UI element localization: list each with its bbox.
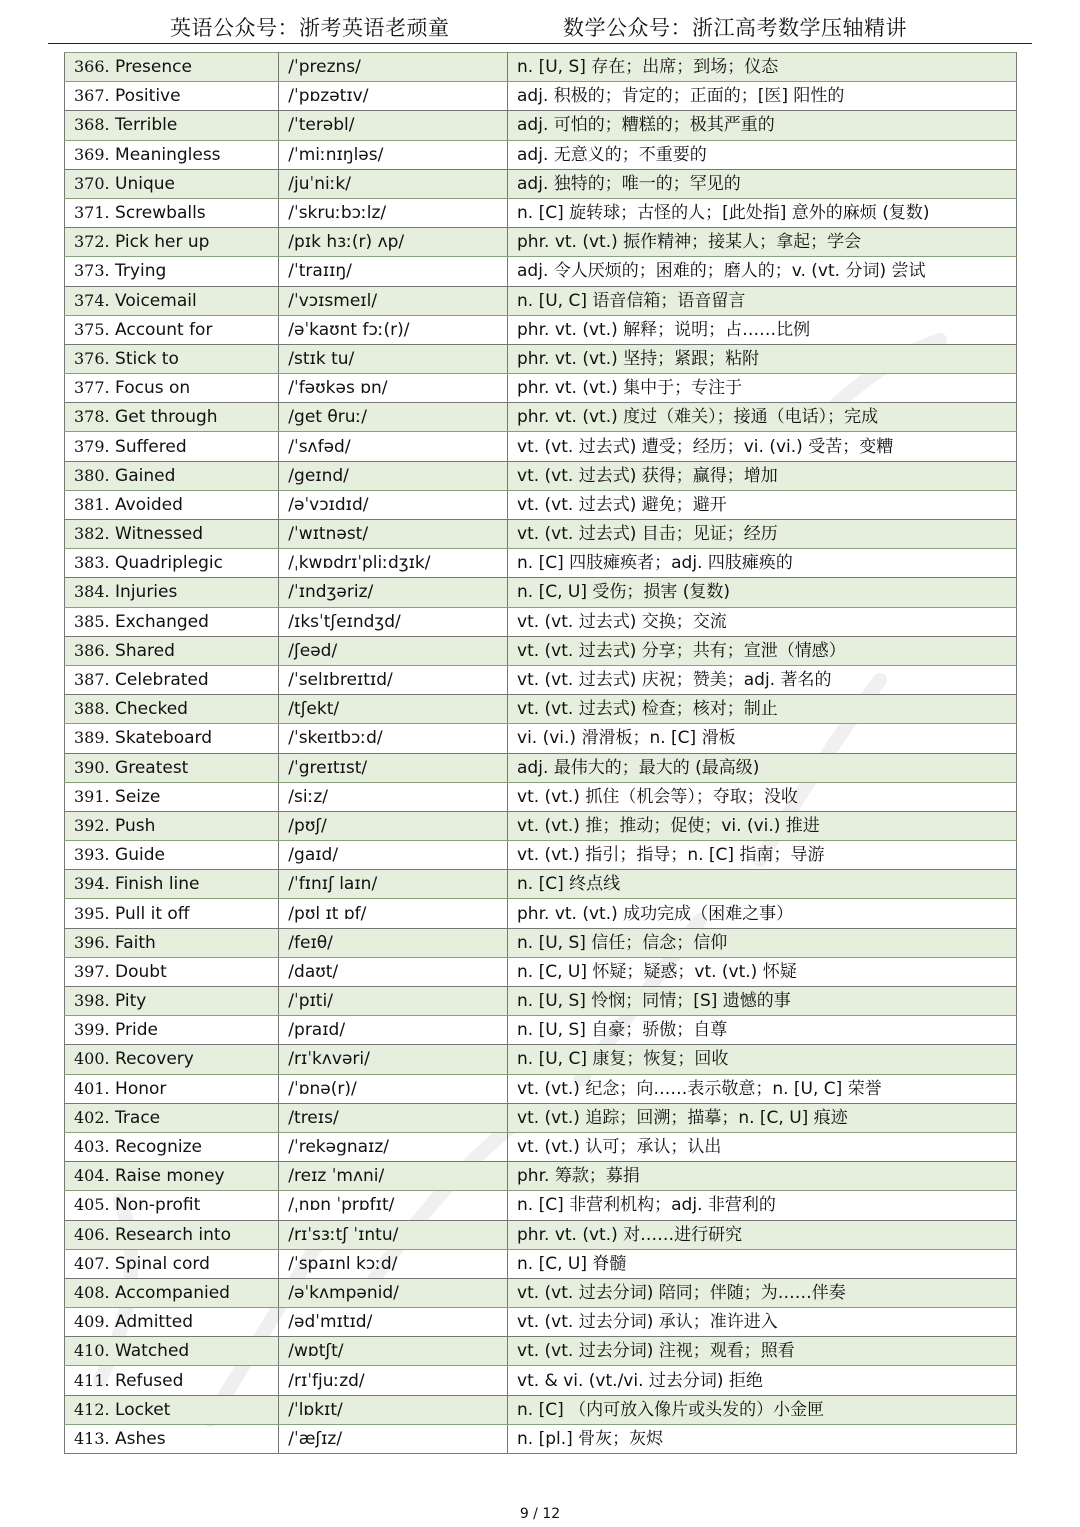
entry-number: 413. — [74, 1428, 110, 1448]
definition-cell: n. [C] 非营利机构；adj. 非营利的 — [508, 1191, 1017, 1220]
definition-cell: vt. (vt. 过去式) 获得；赢得；增加 — [508, 461, 1017, 490]
entry-word: Recovery — [115, 1049, 194, 1070]
definition-cell: vt. (vt. 过去式) 检查；核对；制止 — [508, 695, 1017, 724]
table-row — [65, 782, 1017, 811]
entry-number: 388. — [74, 699, 110, 719]
phonetic-cell: /pʊl ɪt ɒf/ — [279, 899, 508, 928]
word-cell — [65, 198, 279, 227]
definition-cell: vt. (vt. 过去分词) 陪同；伴随；为……伴奏 — [508, 1278, 1017, 1307]
entry-number: 404. — [74, 1166, 110, 1186]
entry-number: 391. — [74, 786, 110, 806]
definition-cell: n. [U, S] 自豪；骄傲；自尊 — [508, 1016, 1017, 1045]
table-row — [65, 111, 1017, 140]
entry-number: 381. — [74, 494, 110, 514]
definition-cell: phr. vt. (vt.) 振作精神；接某人；拿起；学会 — [508, 228, 1017, 257]
page-header — [0, 0, 1080, 44]
phonetic-cell: /ˈvɔɪsmeɪl/ — [279, 286, 508, 315]
table-row — [65, 1220, 1017, 1249]
entry-number: 378. — [74, 407, 110, 427]
table-row — [65, 1249, 1017, 1278]
word-cell — [65, 724, 279, 753]
table-row — [65, 1103, 1017, 1132]
word-cell — [65, 432, 279, 461]
table-row — [65, 1045, 1017, 1074]
phonetic-cell: /ʃeəd/ — [279, 636, 508, 665]
entry-number: 401. — [74, 1078, 110, 1098]
phonetic-cell: /reɪz ˈmʌni/ — [279, 1162, 508, 1191]
word-cell — [65, 1074, 279, 1103]
definition-cell: vt. (vt. 过去式) 避免；避开 — [508, 490, 1017, 519]
phonetic-cell: /ɪksˈtʃeɪndʒd/ — [279, 607, 508, 636]
table-row — [65, 695, 1017, 724]
table-row — [65, 257, 1017, 286]
definition-cell: vt. (vt. 过去式) 交换；交流 — [508, 607, 1017, 636]
table-row — [65, 228, 1017, 257]
definition-cell: phr. 筹款；募捐 — [508, 1162, 1017, 1191]
word-cell — [65, 578, 279, 607]
entry-word: Accompanied — [115, 1282, 230, 1303]
word-cell — [65, 987, 279, 1016]
definition-cell: n. [C, U] 受伤；损害 (复数) — [508, 578, 1017, 607]
entry-number: 396. — [74, 932, 110, 952]
entry-number: 389. — [74, 728, 110, 748]
phonetic-cell: /feɪθ/ — [279, 928, 508, 957]
entry-word: Terrible — [115, 115, 178, 136]
phonetic-cell: /ˈlɒkɪt/ — [279, 1395, 508, 1424]
table-row — [65, 1424, 1017, 1453]
definition-cell: adj. 令人厌烦的；困难的；磨人的；v. (vt. 分词) 尝试 — [508, 257, 1017, 286]
entry-number: 374. — [74, 290, 110, 310]
word-cell — [65, 695, 279, 724]
definition-cell: phr. vt. (vt.) 对……进行研究 — [508, 1220, 1017, 1249]
table-row — [65, 636, 1017, 665]
phonetic-cell: /ˈprezns/ — [279, 53, 508, 82]
phonetic-cell: /rɪˈsɜːtʃ ˈɪntu/ — [279, 1220, 508, 1249]
definition-cell: phr. vt. (vt.) 解释；说明；占……比例 — [508, 315, 1017, 344]
entry-number: 385. — [74, 611, 110, 631]
entry-number: 379. — [74, 436, 110, 456]
entry-number: 371. — [74, 203, 110, 223]
table-row — [65, 315, 1017, 344]
table-row — [65, 1395, 1017, 1424]
phonetic-cell: /ˈtraɪɪŋ/ — [279, 257, 508, 286]
table-row — [65, 1191, 1017, 1220]
entry-word: Trace — [115, 1107, 161, 1128]
word-cell — [65, 374, 279, 403]
definition-cell: vt. (vt. 过去式) 遭受；经历；vi. (vi.) 受苦；变糟 — [508, 432, 1017, 461]
entry-word: Greatest — [115, 757, 189, 778]
word-cell — [65, 344, 279, 373]
entry-word: Exchanged — [115, 611, 209, 632]
entry-number: 366. — [74, 57, 110, 77]
phonetic-cell: /siːz/ — [279, 782, 508, 811]
word-cell — [65, 607, 279, 636]
definition-cell: n. [C] 四肢瘫痪者；adj. 四肢瘫痪的 — [508, 549, 1017, 578]
table-row — [65, 169, 1017, 198]
phonetic-cell: /ˈmiːnɪŋləs/ — [279, 140, 508, 169]
phonetic-cell: /ˈfəʊkəs ɒn/ — [279, 374, 508, 403]
entry-word: Raise money — [115, 1166, 225, 1187]
phonetic-cell: /ˈrekəgnaɪz/ — [279, 1132, 508, 1161]
word-cell — [65, 169, 279, 198]
table-row — [65, 198, 1017, 227]
entry-number: 367. — [74, 86, 110, 106]
phonetic-cell: /ˈpɒzətɪv/ — [279, 82, 508, 111]
entry-number: 412. — [74, 1399, 110, 1419]
phonetic-cell: /ˈæʃɪz/ — [279, 1424, 508, 1453]
entry-number: 377. — [74, 378, 110, 398]
phonetic-cell: /ədˈmɪtɪd/ — [279, 1308, 508, 1337]
phonetic-cell: /ˈpɪti/ — [279, 987, 508, 1016]
entry-number: 409. — [74, 1312, 110, 1332]
definition-cell: n. [C] （内可放入像片或头发的）小金匣 — [508, 1395, 1017, 1424]
entry-word: Refused — [115, 1370, 184, 1391]
word-cell — [65, 490, 279, 519]
word-cell — [65, 928, 279, 957]
entry-word: Celebrated — [115, 670, 209, 691]
entry-number: 400. — [74, 1049, 110, 1069]
word-cell — [65, 1132, 279, 1161]
entry-number: 403. — [74, 1137, 110, 1157]
table-row — [65, 987, 1017, 1016]
table-row — [65, 1308, 1017, 1337]
entry-number: 383. — [74, 553, 110, 573]
definition-cell: vt. (vt. 过去式) 目击；见证；经历 — [508, 520, 1017, 549]
entry-word: Account for — [115, 319, 213, 340]
definition-cell: vt. (vt.) 指引；指导；n. [C] 指南；导游 — [508, 841, 1017, 870]
entry-word: Admitted — [115, 1312, 194, 1333]
word-cell — [65, 1278, 279, 1307]
definition-cell: vt. (vt.) 认可；承认；认出 — [508, 1132, 1017, 1161]
word-cell — [65, 1103, 279, 1132]
definition-cell: n. [U, S] 信任；信念；信仰 — [508, 928, 1017, 957]
table-row — [65, 724, 1017, 753]
table-row — [65, 520, 1017, 549]
entry-word: Witnessed — [115, 524, 204, 545]
table-row — [65, 53, 1017, 82]
phonetic-cell: /treɪs/ — [279, 1103, 508, 1132]
phonetic-cell: /əˈkʌmpənid/ — [279, 1278, 508, 1307]
entry-word: Checked — [115, 699, 188, 720]
entry-word: Watched — [115, 1341, 190, 1362]
phonetic-cell: /tʃekt/ — [279, 695, 508, 724]
table-row — [65, 1132, 1017, 1161]
table-row — [65, 286, 1017, 315]
phonetic-cell: /əˈkaʊnt fɔː(r)/ — [279, 315, 508, 344]
table-row — [65, 928, 1017, 957]
phonetic-cell: /ˈɒnə(r)/ — [279, 1074, 508, 1103]
definition-cell: n. [U, S] 怜悯；同情；[S] 遗憾的事 — [508, 987, 1017, 1016]
word-cell — [65, 1366, 279, 1395]
word-cell — [65, 257, 279, 286]
entry-number: 372. — [74, 232, 110, 252]
entry-number: 394. — [74, 874, 110, 894]
entry-word: Doubt — [115, 961, 167, 982]
entry-word: Injuries — [115, 582, 178, 603]
entry-number: 411. — [74, 1370, 110, 1390]
entry-word: Spinal cord — [115, 1253, 210, 1274]
entry-word: Ashes — [115, 1428, 166, 1449]
definition-cell: vt. (vt. 过去式) 分享；共有；宣泄（情感） — [508, 636, 1017, 665]
definition-cell: n. [U, C] 语音信箱；语音留言 — [508, 286, 1017, 315]
math-account-label: 数学公众号：浙江高考数学压轴精讲 — [563, 16, 907, 40]
phonetic-cell: /rɪˈfjuːzd/ — [279, 1366, 508, 1395]
word-cell — [65, 140, 279, 169]
definition-cell: vt. (vt.) 追踪；回溯；描摹；n. [C, U] 痕迹 — [508, 1103, 1017, 1132]
table-row — [65, 1016, 1017, 1045]
entry-number: 408. — [74, 1282, 110, 1302]
phonetic-cell: /ˈterəbl/ — [279, 111, 508, 140]
definition-cell: vi. (vi.) 滑滑板；n. [C] 滑板 — [508, 724, 1017, 753]
vocabulary-table — [64, 52, 1017, 1454]
word-cell — [65, 1249, 279, 1278]
phonetic-cell: /wɒtʃt/ — [279, 1337, 508, 1366]
entry-number: 373. — [74, 261, 110, 281]
entry-word: Unique — [115, 173, 175, 194]
entry-word: Meaningless — [115, 144, 221, 165]
phonetic-cell: /ˈɪndʒəriz/ — [279, 578, 508, 607]
table-row — [65, 344, 1017, 373]
entry-word: Positive — [115, 86, 181, 107]
table-row — [65, 753, 1017, 782]
word-cell — [65, 782, 279, 811]
definition-cell: vt. (vt. 过去分词) 注视；观看；照看 — [508, 1337, 1017, 1366]
table-row — [65, 82, 1017, 111]
page-number: 9 / 12 — [519, 1506, 561, 1522]
english-account-label: 英语公众号：浙考英语老顽童 — [170, 16, 450, 40]
entry-word: Skateboard — [115, 728, 213, 749]
entry-number: 393. — [74, 845, 110, 865]
definition-cell: adj. 无意义的；不重要的 — [508, 140, 1017, 169]
table-row — [65, 432, 1017, 461]
entry-word: Guide — [115, 845, 165, 866]
table-row — [65, 899, 1017, 928]
definition-cell: n. [C] 终点线 — [508, 870, 1017, 899]
table-row — [65, 957, 1017, 986]
entry-number: 392. — [74, 815, 110, 835]
table-row — [65, 665, 1017, 694]
definition-cell: phr. vt. (vt.) 度过（难关）；接通（电话）；完成 — [508, 403, 1017, 432]
entry-word: Avoided — [115, 494, 183, 515]
definition-cell: vt. (vt. 过去分词) 承认；准许进入 — [508, 1308, 1017, 1337]
word-cell — [65, 1191, 279, 1220]
definition-cell: n. [C, U] 怀疑；疑惑；vt. (vt.) 怀疑 — [508, 957, 1017, 986]
entry-word: Pity — [115, 991, 147, 1012]
entry-word: Shared — [115, 640, 175, 661]
definition-cell: phr. vt. (vt.) 成功完成（困难之事） — [508, 899, 1017, 928]
entry-word: Get through — [115, 407, 218, 428]
word-cell — [65, 636, 279, 665]
entry-word: Suffered — [115, 436, 187, 457]
phonetic-cell: /stɪk tu/ — [279, 344, 508, 373]
phonetic-cell: /ˈskeɪtbɔːd/ — [279, 724, 508, 753]
entry-number: 405. — [74, 1195, 110, 1215]
word-cell — [65, 520, 279, 549]
entry-number: 399. — [74, 1020, 110, 1040]
definition-cell: vt. & vi. (vt./vi. 过去分词) 拒绝 — [508, 1366, 1017, 1395]
table-row — [65, 403, 1017, 432]
word-cell — [65, 1162, 279, 1191]
definition-cell: n. [pl.] 骨灰；灰烬 — [508, 1424, 1017, 1453]
definition-cell: n. [U, C] 康复；恢复；回收 — [508, 1045, 1017, 1074]
entry-word: Stick to — [115, 348, 179, 369]
entry-word: Pull it off — [115, 903, 190, 924]
entry-word: Quadriplegic — [115, 553, 223, 574]
table-row — [65, 549, 1017, 578]
entry-number: 395. — [74, 903, 110, 923]
entry-word: Pick her up — [115, 232, 210, 253]
entry-word: Faith — [115, 932, 156, 953]
phonetic-cell: /pʊʃ/ — [279, 811, 508, 840]
phonetic-cell: /get θruː/ — [279, 403, 508, 432]
entry-number: 370. — [74, 173, 110, 193]
entry-word: Honor — [115, 1078, 167, 1099]
phonetic-cell: /ˌkwɒdrɪˈpliːdʒɪk/ — [279, 549, 508, 578]
word-cell — [65, 461, 279, 490]
table-row — [65, 461, 1017, 490]
definition-cell: adj. 独特的；唯一的；罕见的 — [508, 169, 1017, 198]
definition-cell: adj. 最伟大的；最大的 (最高级) — [508, 753, 1017, 782]
word-cell — [65, 1045, 279, 1074]
definition-cell: phr. vt. (vt.) 集中于；专注于 — [508, 374, 1017, 403]
word-cell — [65, 111, 279, 140]
word-cell — [65, 899, 279, 928]
table-row — [65, 578, 1017, 607]
entry-number: 398. — [74, 991, 110, 1011]
table-row — [65, 374, 1017, 403]
word-cell — [65, 1395, 279, 1424]
word-cell — [65, 753, 279, 782]
word-cell — [65, 1424, 279, 1453]
entry-number: 390. — [74, 757, 110, 777]
definition-cell: adj. 积极的；肯定的；正面的；[医] 阳性的 — [508, 82, 1017, 111]
definition-cell: n. [C] 旋转球；古怪的人；[此处指] 意外的麻烦 (复数) — [508, 198, 1017, 227]
word-cell — [65, 841, 279, 870]
phonetic-cell: /juˈniːk/ — [279, 169, 508, 198]
entry-word: Finish line — [115, 874, 200, 895]
definition-cell: vt. (vt.) 纪念；向……表示敬意；n. [U, C] 荣誉 — [508, 1074, 1017, 1103]
table-row — [65, 841, 1017, 870]
word-cell — [65, 315, 279, 344]
word-cell — [65, 957, 279, 986]
entry-word: Recognize — [115, 1137, 202, 1158]
table-row — [65, 1278, 1017, 1307]
definition-cell: vt. (vt. 过去式) 庆祝；赞美；adj. 著名的 — [508, 665, 1017, 694]
entry-number: 368. — [74, 115, 110, 135]
entry-word: Voicemail — [115, 290, 197, 311]
table-row — [65, 140, 1017, 169]
word-cell — [65, 228, 279, 257]
entry-word: Pride — [115, 1020, 158, 1041]
entry-number: 382. — [74, 524, 110, 544]
entry-word: Research into — [115, 1224, 231, 1245]
entry-word: Presence — [115, 57, 192, 78]
entry-word: Focus on — [115, 378, 191, 399]
phonetic-cell: /ˈspaɪnl kɔːd/ — [279, 1249, 508, 1278]
table-row — [65, 1162, 1017, 1191]
word-cell — [65, 1220, 279, 1249]
phonetic-cell: /ˈskruːbɔːlz/ — [279, 198, 508, 227]
entry-number: 410. — [74, 1341, 110, 1361]
entry-number: 376. — [74, 348, 110, 368]
word-cell — [65, 1337, 279, 1366]
phonetic-cell: /geɪnd/ — [279, 461, 508, 490]
table-row — [65, 811, 1017, 840]
entry-word: Trying — [115, 261, 167, 282]
phonetic-cell: /daʊt/ — [279, 957, 508, 986]
header-divider — [48, 43, 1032, 44]
word-cell — [65, 1308, 279, 1337]
phonetic-cell: /ˈsʌfəd/ — [279, 432, 508, 461]
definition-cell: vt. (vt.) 抓住（机会等）；夺取；没收 — [508, 782, 1017, 811]
entry-word: Seize — [115, 786, 161, 807]
word-cell — [65, 549, 279, 578]
table-row — [65, 607, 1017, 636]
definition-cell: n. [U, S] 存在；出席；到场；仪态 — [508, 53, 1017, 82]
phonetic-cell: /praɪd/ — [279, 1016, 508, 1045]
entry-number: 369. — [74, 144, 110, 164]
entry-word: Gained — [115, 465, 176, 486]
entry-word: Push — [115, 815, 156, 836]
word-cell — [65, 665, 279, 694]
phonetic-cell: /gaɪd/ — [279, 841, 508, 870]
entry-number: 380. — [74, 465, 110, 485]
word-cell — [65, 53, 279, 82]
entry-number: 386. — [74, 640, 110, 660]
table-row — [65, 1366, 1017, 1395]
definition-cell: n. [C, U] 脊髓 — [508, 1249, 1017, 1278]
entry-word: Screwballs — [115, 203, 206, 224]
word-cell — [65, 82, 279, 111]
table-row — [65, 1074, 1017, 1103]
phonetic-cell: /ˈselɪbreɪtɪd/ — [279, 665, 508, 694]
entry-number: 397. — [74, 961, 110, 981]
entry-word: Non-profit — [115, 1195, 201, 1216]
table-row — [65, 1337, 1017, 1366]
entry-number: 406. — [74, 1224, 110, 1244]
entry-number: 384. — [74, 582, 110, 602]
definition-cell: phr. vt. (vt.) 坚持；紧跟；粘附 — [508, 344, 1017, 373]
definition-cell: adj. 可怕的；糟糕的；极其严重的 — [508, 111, 1017, 140]
phonetic-cell: /ˈwɪtnəst/ — [279, 520, 508, 549]
word-cell — [65, 811, 279, 840]
table-row — [65, 870, 1017, 899]
phonetic-cell: /ˈfɪnɪʃ laɪn/ — [279, 870, 508, 899]
table-row — [65, 490, 1017, 519]
vocabulary-table-body — [65, 53, 1017, 1454]
phonetic-cell: /əˈvɔɪdɪd/ — [279, 490, 508, 519]
definition-cell: vt. (vt.) 推；推动；促使；vi. (vi.) 推进 — [508, 811, 1017, 840]
phonetic-cell: /ˌnɒn ˈprɒfɪt/ — [279, 1191, 508, 1220]
phonetic-cell: /pɪk hɜː(r) ʌp/ — [279, 228, 508, 257]
entry-number: 375. — [74, 319, 110, 339]
entry-number: 402. — [74, 1107, 110, 1127]
phonetic-cell: /rɪˈkʌvəri/ — [279, 1045, 508, 1074]
word-cell — [65, 1016, 279, 1045]
entry-number: 387. — [74, 670, 110, 690]
word-cell — [65, 870, 279, 899]
phonetic-cell: /ˈgreɪtɪst/ — [279, 753, 508, 782]
entry-word: Locket — [115, 1399, 171, 1420]
word-cell — [65, 286, 279, 315]
entry-number: 407. — [74, 1253, 110, 1273]
word-cell — [65, 403, 279, 432]
